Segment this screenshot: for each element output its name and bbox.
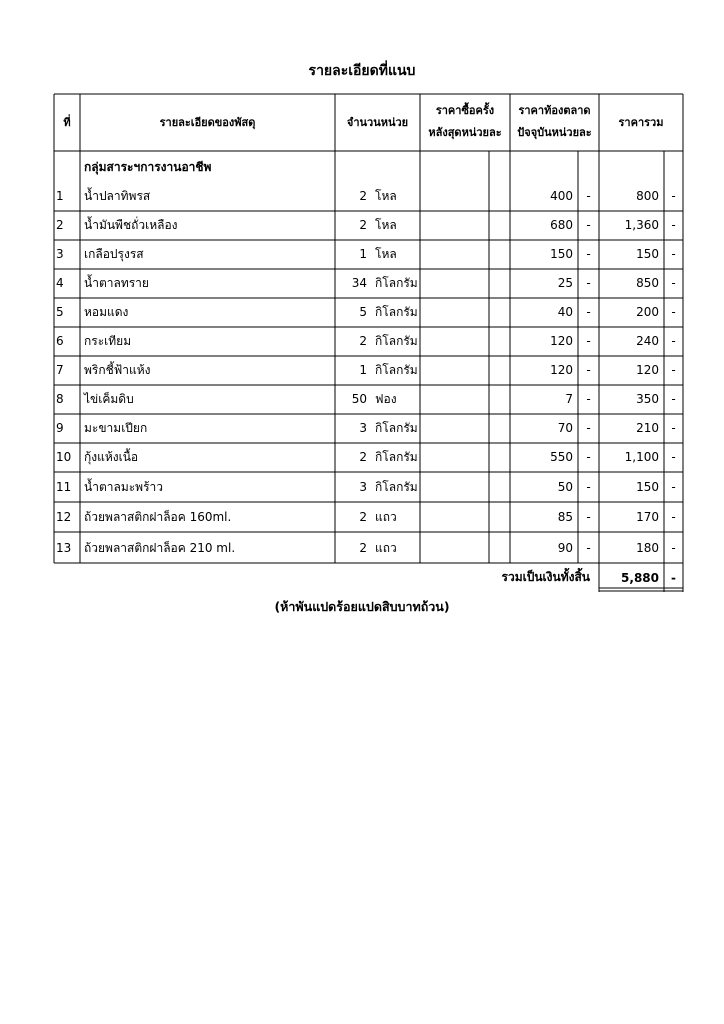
row-qty: 1 [359, 247, 367, 261]
row-no: 6 [56, 334, 64, 348]
row-item: น้ำปลาทิพรส [84, 189, 151, 203]
row-unit: โหล [375, 247, 397, 261]
row-unit: กิโลกรัม [375, 480, 418, 494]
row-total-dash: - [671, 421, 676, 435]
row-no: 5 [56, 305, 64, 319]
row-total: 180 [636, 541, 659, 555]
row-unit: กิโลกรัม [375, 305, 418, 319]
row-no: 10 [56, 450, 72, 464]
row-market-price: 150 [550, 247, 573, 261]
row-no: 11 [56, 480, 72, 494]
row-item: น้ำมันพืชถั่วเหลือง [84, 218, 178, 232]
row-total: 120 [636, 363, 659, 377]
row-no: 2 [56, 218, 64, 232]
row-market-price-dash: - [586, 218, 591, 232]
row-market-price: 40 [557, 305, 573, 319]
row-qty: 50 [351, 392, 367, 406]
row-market-price: 50 [557, 480, 573, 494]
row-item: มะขามเปียก [84, 421, 148, 435]
row-market-price-dash: - [586, 363, 591, 377]
grand-total-dash: - [671, 571, 676, 585]
row-market-price-dash: - [586, 276, 591, 290]
row-unit: กิโลกรัม [375, 334, 418, 348]
row-item: เกลือปรุงรส [84, 247, 144, 261]
row-unit: กิโลกรัม [375, 276, 418, 290]
header-last-price-line2: หลังสุดหน่วยละ [428, 126, 502, 139]
row-item: น้ำตาลทราย [84, 276, 149, 290]
row-total: 850 [636, 276, 659, 290]
header-market-price-line1: ราคาท้องตลาด [518, 104, 591, 117]
row-qty: 2 [359, 189, 367, 203]
row-market-price: 120 [550, 334, 573, 348]
row-unit: โหล [375, 218, 397, 232]
row-total: 1,360 [624, 218, 659, 232]
row-unit: กิโลกรัม [375, 363, 418, 377]
row-qty: 2 [359, 218, 367, 232]
row-market-price-dash: - [586, 510, 591, 524]
row-no: 1 [56, 189, 64, 203]
row-total: 240 [636, 334, 659, 348]
row-market-price-dash: - [586, 247, 591, 261]
row-unit: แถว [375, 510, 397, 524]
row-total-dash: - [671, 247, 676, 261]
row-qty: 3 [359, 480, 367, 494]
row-no: 13 [56, 541, 72, 555]
row-total-dash: - [671, 276, 676, 290]
row-item: กุ้งแห้งเนื้อ [84, 450, 139, 464]
row-market-price: 85 [557, 510, 573, 524]
header-last-price-line1: ราคาซื้อครั้ง [435, 104, 495, 117]
row-market-price: 70 [557, 421, 573, 435]
row-qty: 2 [359, 541, 367, 555]
grand-total-value: 5,880 [621, 571, 659, 585]
row-total: 800 [636, 189, 659, 203]
row-total: 350 [636, 392, 659, 406]
row-item: ถ้วยพลาสติกฝาล็อค 210 ml. [84, 541, 236, 555]
row-total: 1,100 [624, 450, 659, 464]
row-no: 12 [56, 510, 72, 524]
row-market-price: 680 [550, 218, 573, 232]
row-no: 9 [56, 421, 64, 435]
header-total: ราคารวม [618, 116, 664, 129]
row-item: หอมแดง [84, 305, 129, 319]
row-qty: 2 [359, 450, 367, 464]
amount-in-words: (ห้าพันแปดร้อยแปดสิบบาทถ้วน) [274, 599, 450, 614]
document-title: รายละเอียดที่แนบ [308, 63, 416, 79]
row-total-dash: - [671, 218, 676, 232]
group-label: กลุ่มสาระฯการงานอาชีพ [84, 160, 212, 174]
row-market-price: 90 [557, 541, 573, 555]
row-no: 3 [56, 247, 64, 261]
row-total-dash: - [671, 450, 676, 464]
row-total: 150 [636, 247, 659, 261]
row-total-dash: - [671, 510, 676, 524]
row-total-dash: - [671, 392, 676, 406]
row-item: ถ้วยพลาสติกฝาล็อค 160ml. [84, 510, 232, 524]
header-item: รายละเอียดของพัสดุ [159, 116, 256, 129]
row-item: พริกชี้ฟ้าแห้ง [84, 363, 151, 377]
row-no: 8 [56, 392, 64, 406]
row-total: 170 [636, 510, 659, 524]
row-total-dash: - [671, 480, 676, 494]
row-qty: 34 [351, 276, 367, 290]
header-qty: จำนวนหน่วย [346, 116, 409, 129]
row-total-dash: - [671, 363, 676, 377]
row-qty: 5 [359, 305, 367, 319]
grand-total-label: รวมเป็นเงินทั้งสิ้น [501, 570, 590, 584]
row-market-price: 550 [550, 450, 573, 464]
row-qty: 2 [359, 334, 367, 348]
row-market-price-dash: - [586, 392, 591, 406]
row-total: 210 [636, 421, 659, 435]
row-market-price: 25 [557, 276, 573, 290]
row-unit: กิโลกรัม [375, 450, 418, 464]
row-market-price-dash: - [586, 450, 591, 464]
row-unit: ฟอง [375, 392, 397, 406]
row-qty: 1 [359, 363, 367, 377]
row-market-price-dash: - [586, 305, 591, 319]
row-unit: กิโลกรัม [375, 421, 418, 435]
row-item: ไข่เค็มดิบ [84, 392, 134, 406]
row-market-price: 120 [550, 363, 573, 377]
row-market-price-dash: - [586, 421, 591, 435]
header-no: ที่ [63, 116, 71, 129]
row-total: 150 [636, 480, 659, 494]
row-market-price-dash: - [586, 189, 591, 203]
row-item: น้ำตาลมะพร้าว [84, 480, 164, 494]
row-market-price-dash: - [586, 541, 591, 555]
row-qty: 3 [359, 421, 367, 435]
row-total: 200 [636, 305, 659, 319]
row-qty: 2 [359, 510, 367, 524]
row-market-price: 7 [565, 392, 573, 406]
row-no: 7 [56, 363, 64, 377]
row-total-dash: - [671, 189, 676, 203]
row-market-price: 400 [550, 189, 573, 203]
row-market-price-dash: - [586, 480, 591, 494]
row-unit: แถว [375, 541, 397, 555]
row-total-dash: - [671, 305, 676, 319]
row-total-dash: - [671, 334, 676, 348]
row-market-price-dash: - [586, 334, 591, 348]
row-no: 4 [56, 276, 64, 290]
row-unit: โหล [375, 189, 397, 203]
row-item: กระเทียม [84, 334, 132, 348]
header-market-price-line2: ปัจจุบันหน่วยละ [517, 126, 592, 139]
row-total-dash: - [671, 541, 676, 555]
